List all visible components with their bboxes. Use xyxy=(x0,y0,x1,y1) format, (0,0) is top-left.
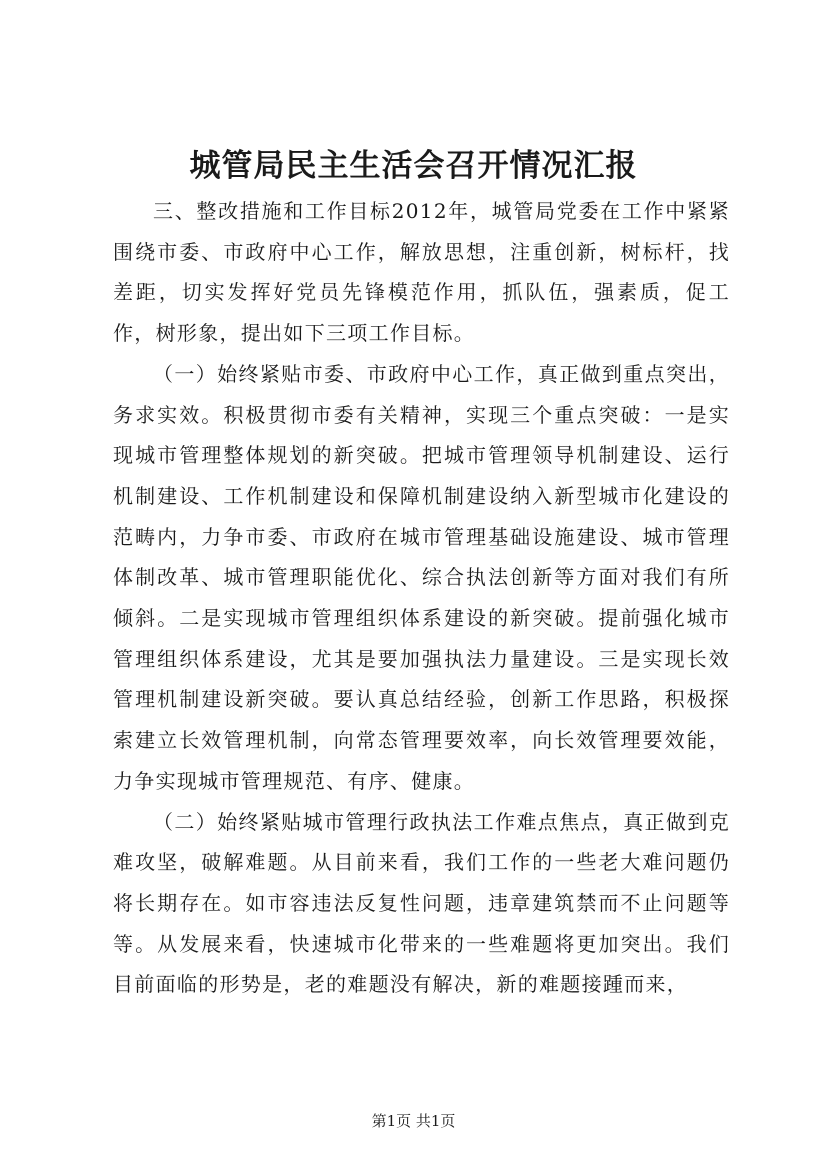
paragraph-section-two: （二）始终紧贴城市管理行政执法工作难点焦点，真正做到克难攻坚，破解难题。从目前来看，我们工作的一些老大难问题仍将长期存在。如市容违法反复性问题，违章建筑禁而不止问题等等。从发展来看，快速城市化带来的一些难题将更加突出。我们目前面临的形势是，老的难题没有解决，新的难题接踵而来， xyxy=(113,809,730,997)
document-title: 城管局民主生活会召开情况汇报 xyxy=(189,148,638,184)
page-footer: 第1页 共1页 xyxy=(371,1112,456,1130)
paragraph-section-one: （一）始终紧贴市委、市政府中心工作，真正做到重点突出，务求实效。积极贯彻市委有关精神，实现三个重点突破：一是实现城市管理整体规划的新突破。把城市管理领导机制建设、运行机制建设、工作机制建设和保障机制建设纳入新型城市化建设的范畴内，力争市委、市政府在城市管理基础设施建设、城市管理体制改革、城市管理职能优化、综合执法创新等方面对我们有所倾斜。二是实现城市管理组织体系建设的新突破。提前强化城市管理组织体系建设，尤其是要加强执法力量建设。三是实现长效管理机制建设新突破。要认真总结经验，创新工作思路，积极探索建立长效管理机制，向常态管理要效率，向长效管理要效能，力争实现城市管理规范、有序、健康。 xyxy=(113,361,730,793)
paragraph-rectification-measures: 三、整改措施和工作目标2012年，城管局党委在工作中紧紧围绕市委、市政府中心工作，解放思想，注重创新，树标杆，找差距，切实发挥好党员先锋模范作用，抓队伍，强素质，促工作，树形象，提出如下三项工作目标。 xyxy=(113,199,730,346)
document-body xyxy=(113,191,730,1005)
